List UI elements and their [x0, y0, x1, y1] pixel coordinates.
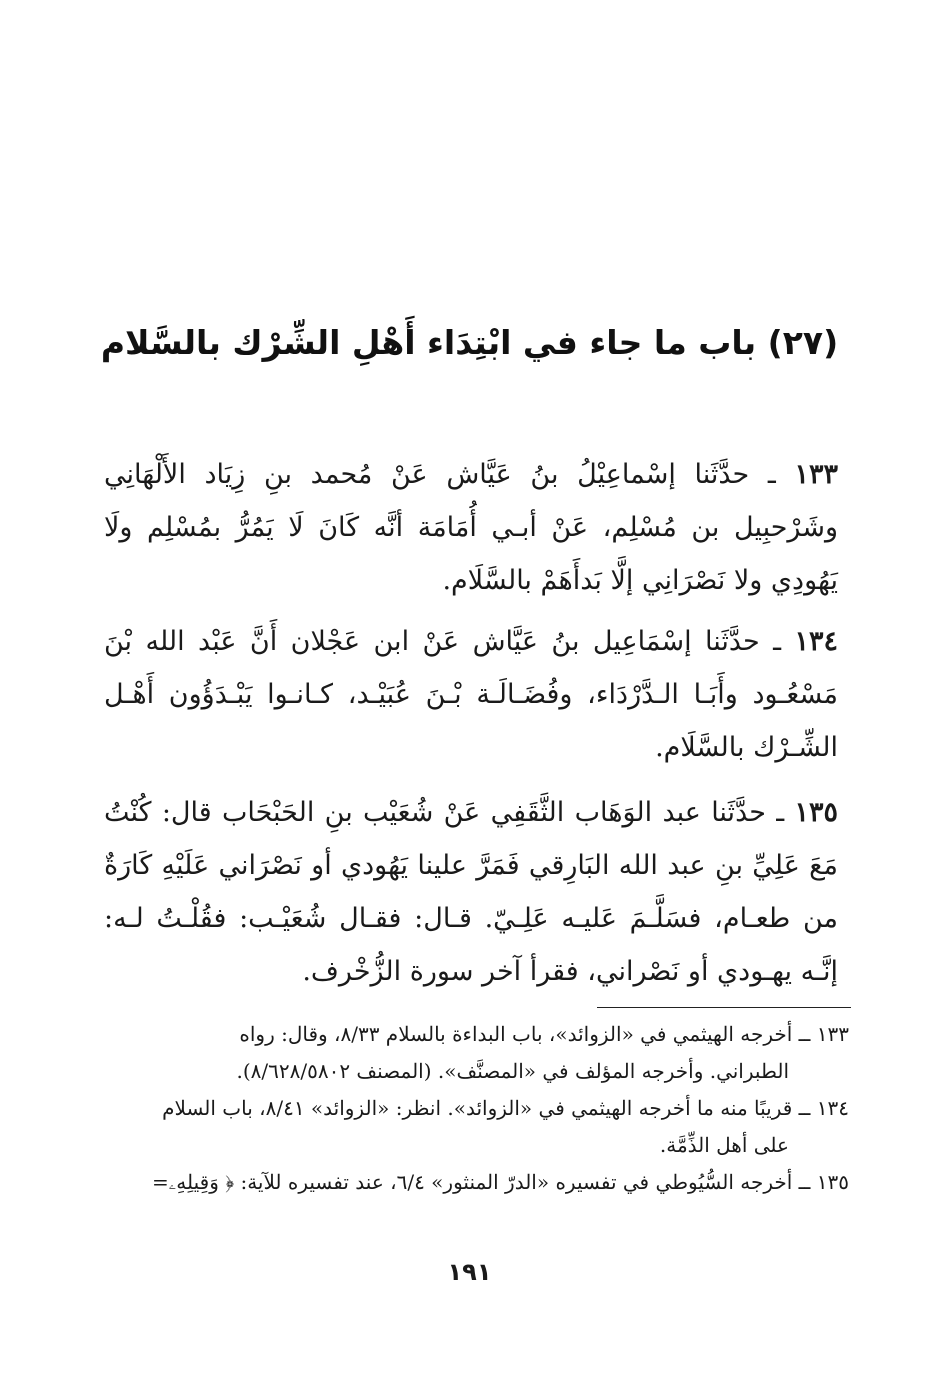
- footnote-133: [104, 1016, 849, 1053]
- footnote-dash: ــ: [792, 1096, 811, 1120]
- footnotes: [104, 1016, 849, 1201]
- hadith-dash: ـ: [765, 797, 785, 828]
- hadith-number: ١٣٥: [794, 797, 838, 828]
- footnote-134-cont: على أهل الذِّمَّة.: [659, 1133, 789, 1157]
- footnote-separator: [597, 1007, 851, 1008]
- hadith-134: [104, 615, 838, 774]
- footnote-text: أخرجه الهيثمي في «الزوائد»، باب البداءة بالسلام ٨/٣٣، وقال: رواه: [239, 1022, 793, 1046]
- hadith-135: [104, 786, 838, 998]
- chapter-title: (٢٧) باب ما جاء في ابْتِدَاء أَهْلِ الشِّرْك بالسَّلام: [100, 323, 839, 362]
- hadith-dash: ـ: [759, 626, 782, 657]
- footnote-number: ١٣٣: [816, 1022, 849, 1046]
- footnote-134: [104, 1090, 849, 1127]
- footnote-dash: ــ: [792, 1170, 811, 1194]
- footnote-135: [104, 1164, 849, 1201]
- footnote-text: قريبًا منه ما أخرجه الهيثمي في «الزوائد». انظر: «الزوائد» ٨/٤١، باب السلام: [162, 1096, 793, 1120]
- hadith-number: ١٣٤: [794, 626, 838, 657]
- footnote-number: ١٣٥: [816, 1170, 849, 1194]
- hadith-text: حدَّثَنا إسْمَاعِيل بنُ عَيَّاش عَنْ ابن عَجْلان أَنَّ عَبْد الله بْنَ مَسْعُـود وأَبَـا الـدَّرْدَاء، وفُضَـالَـة بْـنَ عُبَيْـد، كـانـوا يَبْـدَؤُون أَهْـل الشِّـرْك بالسَّلَام.: [104, 626, 838, 763]
- hadith-133: [104, 448, 838, 607]
- page-number: ١٩١: [447, 1258, 492, 1286]
- footnote-133-cont: الطبراني. وأخرجه المؤلف في «المصنَّف». (المصنف ٨/٦٢٨/٥٨٠٢).: [236, 1059, 789, 1083]
- hadith-number: ١٣٣: [794, 459, 838, 490]
- hadith-dash: ـ: [749, 459, 776, 490]
- hadith-text: حدَّثَنا إسْماعِيْلُ بنُ عَيَّاش عَنْ مُحمد بنِ زِيَاد الأَلْهَانِي وشَرْحبِيل بن مُسْلِم، عَنْ أبـي أُمَامَة أنَّه كَانَ لَا يَمُرُّ بمُسْلِم ولَا يَهُودِي ولا نَصْرَانِي إلَّا بَدأَهَمْ بالسَّلَام.: [104, 459, 838, 596]
- footnote-text: أخرجه السُّيُوطي في تفسيره «الدرّ المنثور» ٦/٤، عند تفسيره للآية: ﴿ وَقِيلِهِۦ=: [151, 1170, 793, 1194]
- hadith-text: حدَّثَنا عبد الوَهَاب الثَّقَفِي عَنْ شُعَيْب بنِ الحَبْحَاب قال: كُنْتُ مَعَ عَلِيِّ بنِ عبد الله البَارِقي فَمَرَّ علينا يَهُودي أو نَصْرَاني عَلَيْهِ كَارَةٌ من طعـام، فسَلَّـمَ عَليـه عَلِـيّ. قـال: فقـال شُعَيْـب: فقُلْـتُ لـه: إنَّـه يهـودي أو نَصْراني، فقرأ آخر سورة الزُّخْرف.: [104, 797, 838, 987]
- footnote-number: ١٣٤: [816, 1096, 849, 1120]
- footnote-dash: ــ: [792, 1022, 811, 1046]
